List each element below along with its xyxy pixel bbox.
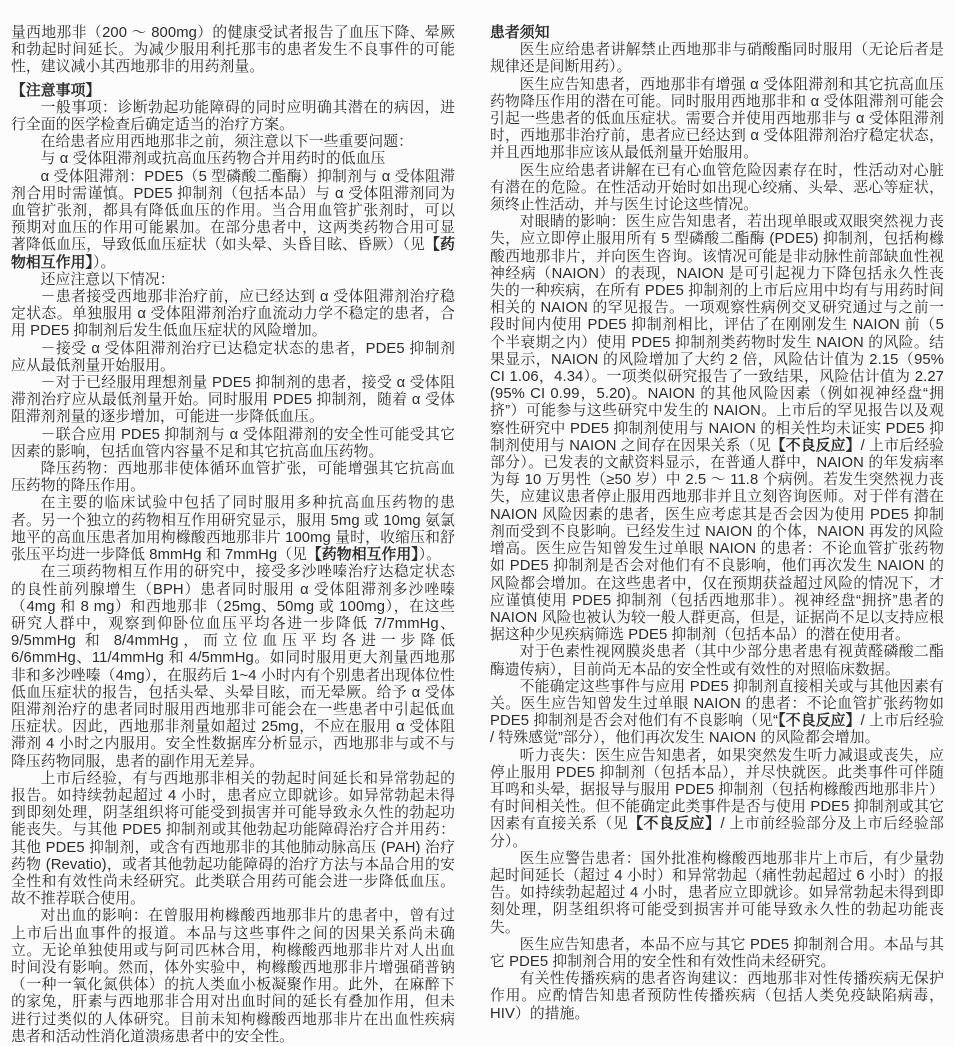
paragraph bbox=[490, 77, 944, 163]
text-run: α 受体阻滞剂：PDE5（5 型磷酸二酯酶）抑制剂与 α 受体阻滞剂合用时需谨慎。PDE5 抑制剂（包括本品）与 α 受体阻滞剂同为血管扩张剂，都具有降低血压的作用。当合用血管扩张剂时，可以预期对血压的作用可能累加。在部分患者中，这两类药物合用可显著降低血压，导致低血压症状（如头晕、头昏目眩、昏厥）（见 bbox=[11, 168, 455, 254]
text-run: 听力丧失：医生应告知患者，如果突然发生听力减退或丧失，应停止服用 PDE5 抑制剂（包括本品），并尽快就医。此类事件可伴随耳鸣和头晕，据报导与服用 PDE5 抑制剂（包括枸橼酸西地那非片）有时间相关性。但不能确定此类事件是否与使用 PDE5 抑制剂或其它因素有直接关系（见 bbox=[490, 747, 944, 833]
bold-text-run: 【注意事项】 bbox=[11, 82, 101, 99]
paragraph bbox=[11, 461, 455, 495]
text-run: 降压药物：西地那非使体循环血管扩张，可能增强其它抗高血压药物的降压作用。 bbox=[11, 461, 455, 495]
paragraph bbox=[11, 100, 455, 134]
paragraph bbox=[490, 679, 944, 748]
paragraph bbox=[490, 644, 944, 678]
text-run: 与 α 受体阻滞剂或抗高血压药物合并用药时的低血压 bbox=[40, 151, 386, 168]
paragraph bbox=[11, 771, 455, 909]
text-run: 一般事项：诊断勃起功能障碍的同时应明确其潜在的病因，进行全面的医学检查后确定适当的治疗方案。 bbox=[11, 99, 455, 134]
text-run: 医生应告知患者，本品不应与其它 PDE5 抑制剂合用。本品与其它 PDE5 抑制剂合用的安全性和有效性尚未经研究。 bbox=[490, 936, 944, 970]
bold-text-run: 【药物相互作用】 bbox=[307, 547, 419, 564]
paragraph bbox=[11, 272, 455, 289]
section-heading bbox=[490, 25, 944, 42]
text-run: 还应注意以下情况： bbox=[40, 271, 175, 288]
text-run: 有关性传播疾病的患者咨询建议：西地那非对性传播疾病无保护作用。应酌情告知患者预防性传播疾病（包括人类免疫缺陷病毒，HIV）的措施。 bbox=[490, 971, 944, 1022]
text-run: / 上市后经验 / 特殊感觉”部分），他们再次发生 NAION 的风险都会增加。 bbox=[490, 713, 944, 747]
text-run: 在三项药物相互作用的研究中，接受多沙唑嗪治疗达稳定状态的良性前列腺增生（BPH）患者同时服用 α 受体阻滞剂多沙唑嗪（4mg 和 8 mg）和西地那非（25mg、50mg 或 100mg），在这些研究人群中，观察到仰卧位血压平均各进一步降低 7/7mmHg、9/5mmHg 和 8/4mmHg，而立位血压平均各进一步降低 6/6mmHg、11/4mmHg 和 4/5mmHg。如同时服用更大剂量西地那非和多沙唑嗪（4mg），在服药后 1~4 小时内有个别患者出现体位性低血压症状的报告，包括头晕、头晕目眩，而无晕厥。给予 α 受体阻滞剂治疗的患者同时服用西地那非可能会在一些患者中引起低血压症状。因此，西地那非剂量如超过 25mg，不应在服用 α 受体阻滞剂 4 小时之内服用。安全性数据库分析显示，西地那非与或不与降压药物同服，患者的副作用无差异。 bbox=[11, 564, 455, 770]
paragraph bbox=[11, 169, 455, 272]
text-run: 医生应给患者讲解禁止西地那非与硝酸酯同时服用（无论后者是规律还是间断用药）。 bbox=[490, 42, 944, 76]
bold-text-run: 【药物相互作用】 bbox=[11, 237, 455, 271]
text-run: －接受 α 受体阻滞剂治疗已达稳定状态的患者，PDE5 抑制剂应从最低剂量开始服用。 bbox=[11, 340, 455, 374]
text-run: ）。 bbox=[92, 254, 116, 271]
paragraph bbox=[11, 375, 455, 427]
paragraph bbox=[490, 214, 944, 644]
paragraph bbox=[11, 134, 455, 151]
bold-text-run: 【不良反应】 bbox=[628, 816, 721, 833]
text-run: / 上市后经验部分）。已发表的文献资料显示，在普通人群中，NAION 的年发病率为每 10 万男性（≥50 岁）中 2.5 ～ 11.8 个病例。若发生突然视力丧失，应建议患者停止服用西地那非并且立刻咨询医师。对于伴有潜在 NAION 风险因素的患者，医生应考虑其是否会因为使用 PDE5 抑制剂而受到不良影响。已经发生过 NAION 的个体，NAION 再发的风险增高。医生应告知曾发生过单眼 NAION 的患者：不论血管扩张药物如 PDE5 抑制剂是否会对他们有不良影响，他们再次发生 NAION 的风险都会增加。在这些患者中，仅在预期获益超过风险的情况下，才应谨慎使用 PDE5 抑制剂（包括西地那非）。视神经盘“拥挤”患者的 NAION 风险也被认为较一般人群更高，但是，证据尚不足以支持应根据这种少见疾病筛选 PDE5 抑制剂（包括本品）的潜在使用者。 bbox=[490, 437, 944, 644]
section-heading bbox=[11, 83, 455, 100]
text-run: 医生应给患者讲解在已有心血管危险因素存在时，性活动对心脏有潜在的危险。在性活动开始时如出现心绞痛、头晕、恶心等症状，须终止性活动，并与医生讨论这些情况。 bbox=[490, 162, 944, 214]
paragraph bbox=[11, 289, 455, 341]
text-run: ）。 bbox=[418, 547, 442, 564]
paragraph bbox=[490, 42, 944, 76]
paragraph bbox=[11, 908, 455, 1046]
paragraph bbox=[490, 163, 944, 215]
paragraph bbox=[11, 564, 455, 770]
left-text-column bbox=[11, 25, 456, 1045]
text-run: 医生应警告患者：国外批准枸橼酸西地那非片上市后，有少量勃起时间延长（超过 4 小时）和异常勃起（痛性勃起超过 6 小时）的报告。如持续勃起超过 4 小时，患者应立即就诊。如异常勃起未得到即刻处理，阴茎组织将可能受到损害并可能导致永久性的勃起功能丧失。 bbox=[490, 850, 944, 936]
paragraph bbox=[490, 971, 944, 1023]
text-run: －患者接受西地那非治疗前，应已经达到 α 受体阻滞剂治疗稳定状态。单独服用 α 受体阻滞剂治疗血流动力学不稳定的患者，合用 PDE5 抑制剂后发生低血压症状的风险增加。 bbox=[11, 289, 455, 340]
paragraph bbox=[490, 748, 944, 851]
paragraph bbox=[11, 341, 455, 375]
text-run: －对于已经服用理想剂量 PDE5 抑制剂的患者，接受 α 受体阻滞剂治疗应从最低剂量开始。同时服用 PDE5 抑制剂，随着 α 受体阻滞剂剂量的逐步增加，可能进一步降低血压。 bbox=[11, 375, 455, 426]
text-run: 在给患者应用西地那非之前，须注意以下一些重要问题： bbox=[40, 134, 414, 151]
paragraph bbox=[490, 937, 944, 971]
bold-text-run: 【不良反应】 bbox=[770, 437, 861, 454]
bold-text-run: 【不良反应】 bbox=[778, 713, 861, 730]
text-run: / 上市前经验部分及上市后经验部分）。 bbox=[490, 816, 944, 850]
text-run: 对眼睛的影响：医生应告知患者，若出现单眼或双眼突然视力丧失，应立即停止服用所有 5 型磷酸二酯酶 (PDE5) 抑制剂，包括枸橼酸西地那非片，并向医生咨询。该情况可能是非动脉性前部缺血性视神经病（NAION）的表现，NAION 是可引起视力下降包括永久性丧失的一种疾病，在所有 PDE5 抑制剂的上市后应用中均有与用药时间相关的 NAION 的罕见报告。一项观察性病例交叉研究通过与之前一段时间内使用 PDE5 抑制剂相比，评估了在刚刚发生 NAION 前（5 个半衰期之内）使用 PDE5 抑制剂类药物时发生 NAION 的风险。结果显示，NAION 的风险增加了大约 2 倍，风险估计值为 2.15（95% CI 1.06，4.34）。一项类似研究报告了一致结果，风险估计值为 2.27 (95% CI 0.99，5.20)。NAION 的其他风险因素（例如视神经盘“拥挤”）可能参与这些研究中发生的 NAION。上市后的罕见报告以及观察性研究中 PDE5 抑制剂使用与 NAION 的相关性均未证实 PDE5 抑制剂使用与 NAION 之间存在因果关系（见 bbox=[490, 214, 944, 454]
text-run: 对于色素性视网膜炎患者（其中少部分患者患有视黄醛磷酸二酯酶遗传病），目前尚无本品的安全性或有效性的对照临床数据。 bbox=[490, 644, 944, 678]
paragraph bbox=[11, 495, 455, 564]
right-text-column bbox=[490, 25, 944, 1024]
text-run: 在主要的临床试验中包括了同时服用多种抗高血压药物的患者。另一个独立的药物相互作用研究显示，服用 5mg 或 10mg 氨氯地平的高血压患者加用枸橼酸西地那非片 100mg 量时，收缩压和舒张压平均进一步降低 8mmHg 和 7mmHg（见 bbox=[11, 495, 455, 564]
text-run: 医生应告知患者，西地那非有增强 α 受体阻滞剂和其它抗高血压药物降压作用的潜在可能。同时服用西地那非和 α 受体阻滞剂可能会引起一些患者的低血压症状。需要合并使用西地那非与 α 受体阻滞剂时，西地那非治疗前，患者应已经达到 α 受体阻滞剂治疗稳定状态，并且西地那非应该从最低剂量开始服用。 bbox=[490, 76, 944, 162]
paragraph bbox=[11, 151, 455, 168]
paragraph bbox=[11, 427, 455, 461]
text-run: 对出血的影响：在曾服用枸橼酸西地那非片的患者中，曾有过上市后出血事件的报道。本品与这些事件之间的因果关系尚未确立。无论单独使用或与阿司匹林合用，枸橼酸西地那非片对人出血时间没有影响。然而，体外实验中，枸橼酸西地那非片增强硝普钠（一种一氧化氮供体）的抗人类血小板凝聚作用。此外，在麻醉下的家兔，肝素与西地那非合用对出血时间的延长有叠加作用，但未进行过类似的人体研究。目前未知枸橼酸西地那非片在出血性疾病患者和活动性消化道溃疡患者中的安全性。 bbox=[11, 908, 455, 1045]
paragraph bbox=[11, 25, 455, 77]
text-run: 上市后经验，有与西地那非相关的勃起时间延长和异常勃起的报告。如持续勃起超过 4 小时，患者应立即就诊。如异常勃起未得到即刻处理，阴茎组织将可能受到损害并可能导致永久性的勃起功能丧失。与其他 PDE5 抑制剂或其他勃起功能障碍治疗合并用药：其他 PDE5 抑制剂，或含有西地那非的其他肺动脉高压 (PAH) 治疗药物 (Revatio)，或者其他勃起功能障碍的治疗方法与本品合用的安全性和有效性尚未经研究。此类联合用药可能会进一步降低血压。故不推荐联合使用。 bbox=[11, 770, 456, 908]
text-run: 量西地那非（200 ～ 800mg）的健康受试者报告了血压下降、晕厥和勃起时间延长。为减少服用利托那韦的患者发生不良事件的可能性，建议减小其西地那非的用药剂量。 bbox=[11, 25, 455, 76]
paragraph bbox=[490, 851, 944, 937]
text-run: 不能确定这些事件与应用 PDE5 抑制剂直接相关或与其他因素有关。医生应告知曾发生过单眼 NAION 的患者：不论血管扩张药物如 PDE5 抑制剂是否会对他们有不良影响（见“ bbox=[490, 678, 944, 730]
bold-text-run: 患者须知 bbox=[490, 25, 550, 41]
text-run: －联合应用 PDE5 抑制剂与 α 受体阻滞剂的安全性可能受其它因素的影响，包括血管内容量不足和其它抗高血压药物。 bbox=[11, 426, 455, 460]
